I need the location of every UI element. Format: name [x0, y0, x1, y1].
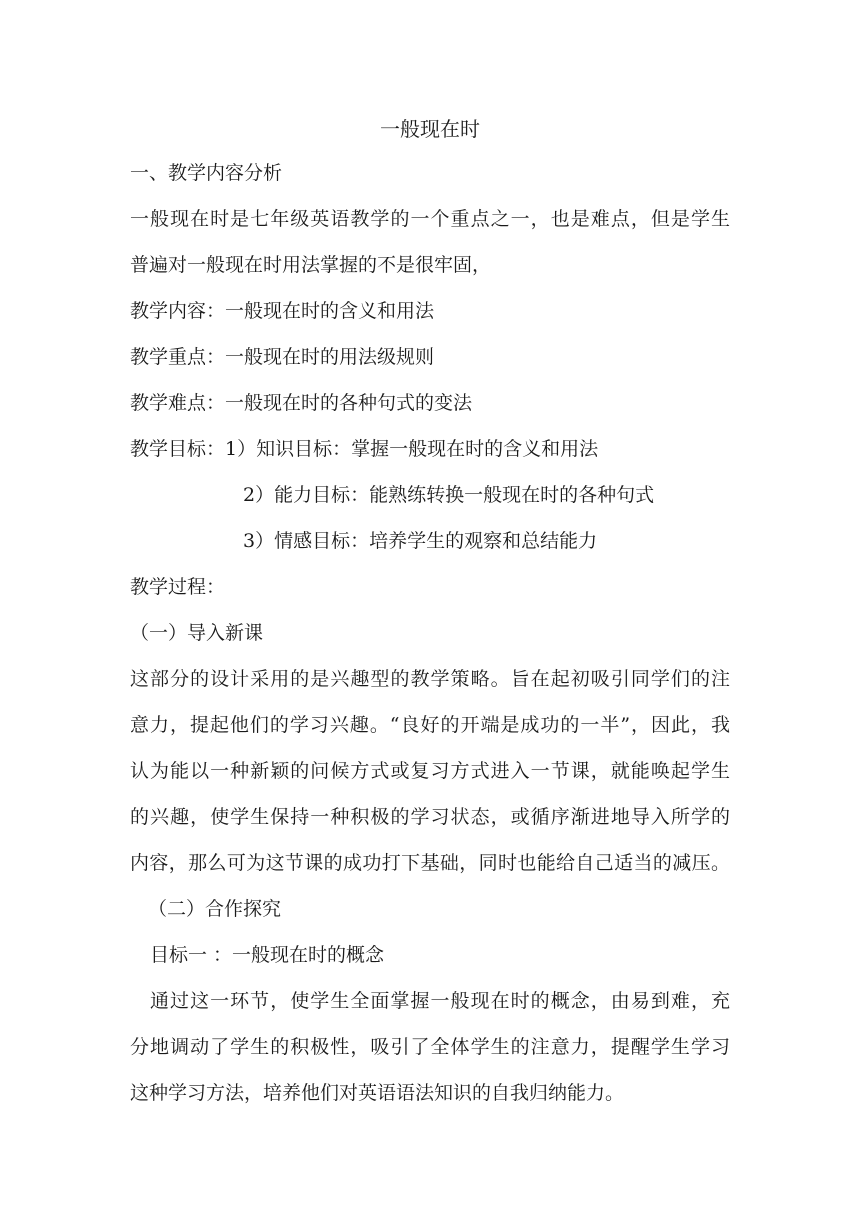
section-heading-analysis: 一、教学内容分析: [130, 162, 283, 184]
part2-heading: （二）合作探究: [148, 898, 282, 920]
part1-para-line-5: 内容，那么可为这节课的成功打下基础，同时也能给自己适当的减压。: [130, 852, 730, 874]
target1-para-line-2: 分地调动了学生的积极性，吸引了全体学生的注意力，提醒学生学习: [130, 1036, 730, 1058]
teaching-goal-1: 教学目标：1）知识目标：掌握一般现在时的含义和用法: [130, 438, 599, 460]
target1-para-line-1: 通过这一环节，使学生全面掌握一般现在时的概念，由易到难，充: [150, 990, 730, 1012]
teaching-goal-3: 3）情感目标：培养学生的观察和总结能力: [243, 530, 598, 552]
target1-para-line-3: 这种学习方法，培养他们对英语语法知识的自我归纳能力。: [130, 1082, 625, 1104]
teaching-difficulty: 教学难点：一般现在时的各种句式的变法: [130, 392, 473, 414]
part1-para-line-2: 意力，提起他们的学习兴趣。“良好的开端是成功的一半”，因此，我: [130, 714, 730, 736]
target1-heading: 目标一 ：一般现在时的概念: [150, 944, 385, 966]
part1-para-line-3: 认为能以一种新颖的问候方式或复习方式进入一节课，就能唤起学生: [130, 760, 730, 782]
part1-para-line-4: 的兴趣，使学生保持一种积极的学习状态，或循序渐进地导入所学的: [130, 806, 730, 828]
teaching-content: 教学内容：一般现在时的含义和用法: [130, 300, 435, 322]
part1-para-line-1: 这部分的设计采用的是兴趣型的教学策略。旨在起初吸引同学们的注: [130, 668, 730, 690]
teaching-key-point: 教学重点：一般现在时的用法级规则: [130, 346, 435, 368]
part1-heading: （一）导入新课: [130, 622, 264, 644]
document-title: 一般现在时: [380, 117, 480, 141]
intro-line-2: 普遍对一般现在时用法掌握的不是很牢固，: [130, 254, 492, 276]
teaching-goal-2: 2）能力目标：能熟练转换一般现在时的各种句式: [243, 484, 655, 506]
process-heading: 教学过程：: [130, 576, 226, 598]
intro-line-1: 一般现在时是七年级英语教学的一个重点之一，也是难点，但是学生: [130, 208, 730, 230]
